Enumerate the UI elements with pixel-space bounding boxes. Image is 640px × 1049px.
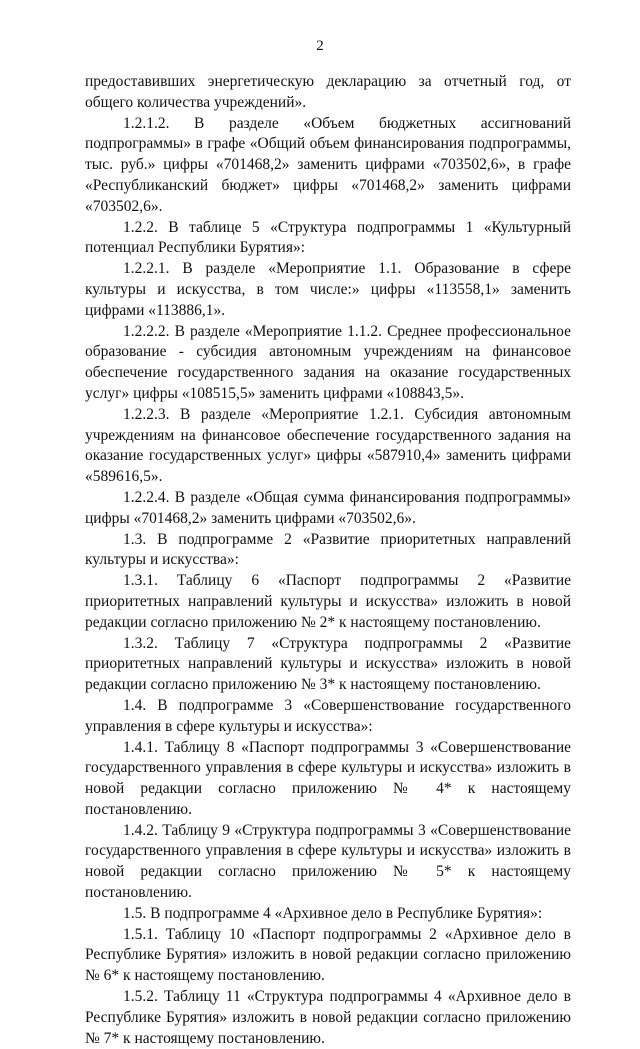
page-number: 2 [316,38,324,54]
paragraph-1-4: 1.4. В подпрограмме 3 «Совершенствование государственного управления в сфере культуры и искусства»: [85,696,571,735]
paragraph-1-2-2-3: 1.2.2.3. В разделе «Мероприятие 1.2.1. Субсидия автономным учреждениям на финансовое обеспечение государственного задания на оказание государственных услуг» цифры «587910,4» заменить цифрами «589616,5». [85,405,571,486]
paragraph-1-5-1: 1.5.1. Таблицу 10 «Паспорт подпрограммы 2 «Архивное дело в Республике Бурятия» изложить в новой редакции согласно приложению № 6* к настоящему постановлению. [85,925,571,985]
paragraph-continuation: предоставивших энергетическую декларацию за отчетный год, от общего количества учреждений». [85,73,571,111]
paragraph-1-2-1-2: 1.2.1.2. В разделе «Объем бюджетных ассигнований подпрограммы» в графе «Общий объем финансирования подпрограммы, тыс. руб.» цифры «701468,2» заменить цифрами «703502,6», в графе «Республиканский бюджет» цифры «701468,2» заменить цифрами «703502,6». [85,114,571,215]
paragraph-1-5: 1.5. В подпрограмме 4 «Архивное дело в Республике Бурятия»: [123,904,543,922]
paragraph-1-4-2: 1.4.2. Таблицу 9 «Структура подпрограммы 3 «Совершенствование государственного управления в сфере культуры и искусства» изложить в новой редакции согласно приложению № 5* к настоящему постановлению. [85,821,571,902]
paragraph-1-3-2: 1.3.2. Таблицу 7 «Структура подпрограммы 2 «Развитие приоритетных направлений культуры и искусства» изложить в новой редакции согласно приложению № 3* к настоящему постановлению. [85,634,571,694]
paragraph-1-2-2-4: 1.2.2.4. В разделе «Общая сумма финансирования подпрограммы» цифры «701468,2» заменить цифрами «703502,6». [85,488,571,527]
paragraph-1-3-1: 1.3.1. Таблицу 6 «Паспорт подпрограммы 2 «Развитие приоритетных направлений культуры и искусства» изложить в новой редакции согласно приложению № 2* к настоящему постановлению. [85,572,571,631]
paragraph-1-4-1: 1.4.1. Таблицу 8 «Паспорт подпрограммы 3 «Совершенствование государственного управления в сфере культуры и искусства» изложить в новой редакции согласно приложению № 4* к настоящему постановлению. [85,738,571,818]
paragraph-1-2-2-1: 1.2.2.1. В разделе «Мероприятие 1.1. Образование в сфере культуры и искусства, в том числе:» цифры «113558,1» заменить цифрами «113886,1». [85,260,571,319]
paragraph-1-5-2: 1.5.2. Таблицу 11 «Структура подпрограммы 4 «Архивное дело в Республике Бурятия» изложить в новой редакции согласно приложению № 7* к настоящему постановлению. [85,988,571,1047]
paragraph-1-2-2: 1.2.2. В таблице 5 «Структура подпрограммы 1 «Культурный потенциал Республики Бурятия»: [85,218,571,257]
paragraph-1-3: 1.3. В подпрограмме 2 «Развитие приоритетных направлений культуры и искусства»: [85,530,571,569]
paragraph-1-2-2-2: 1.2.2.2. В разделе «Мероприятие 1.1.2. Среднее профессиональное образование - субсидия автономным учреждениям на финансовое обеспечение государственного задания на оказание государственных услуг» цифры «108515,5» заменить цифрами «108843,5». [85,322,571,402]
body-text [85,72,571,1049]
